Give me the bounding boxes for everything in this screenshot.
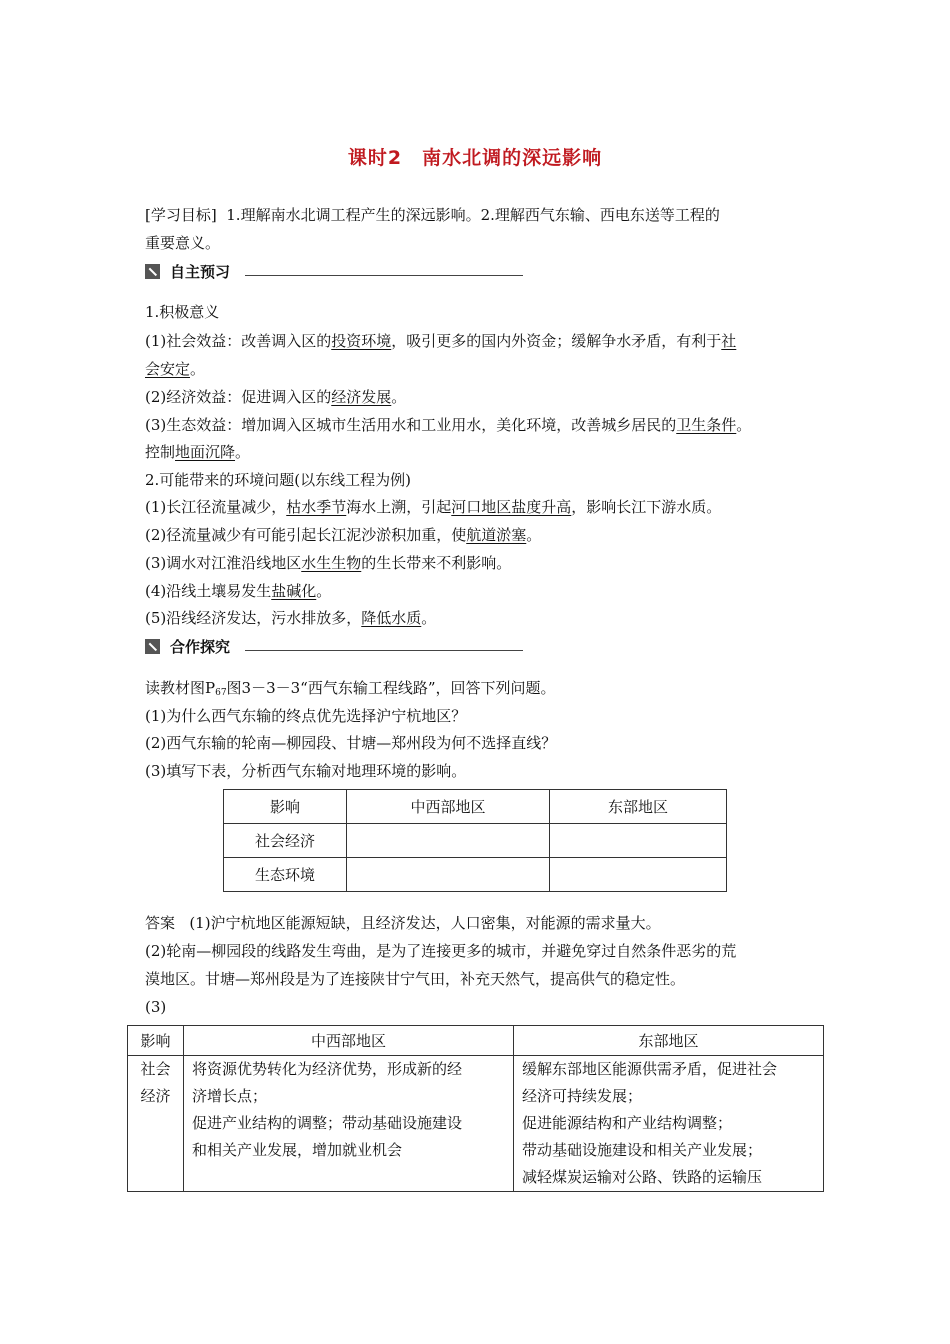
table-header: 中西部地区 — [184, 1026, 514, 1056]
section-preview-header: 自主预习 — [145, 261, 230, 281]
preview-item: (3)生态效益：增加调入区城市生活用水和工业用水，美化环境，改善城乡居民的卫生条件。 — [145, 416, 752, 434]
preview-item-cont: 会安定。 — [145, 360, 206, 378]
preview-heading-1: 1.积极意义 — [145, 303, 220, 321]
answer-3: (3) — [145, 998, 167, 1016]
blank-cell[interactable] — [347, 824, 550, 858]
blank-cell[interactable] — [550, 824, 727, 858]
answer-table — [127, 1025, 824, 1192]
section-marker-icon — [145, 264, 160, 279]
page-title: 课时2 南水北调的深远影响 — [347, 147, 603, 169]
preview-item: (3)调水对江淮沿线地区水生生物的生长带来不利影响。 — [145, 554, 512, 572]
preview-item: (4)沿线土壤易发生盐碱化。 — [145, 582, 332, 600]
answer-1: 答案 (1)沪宁杭地区能源短缺，且经济发达，人口密集，对能源的需求量大。 — [145, 914, 661, 932]
answer-2: (2)轮南—柳园段的线路发生弯曲，是为了连接更多的城市，并避免穿过自然条件恶劣的荒 — [145, 942, 737, 960]
table-header: 东部地区 — [514, 1026, 824, 1056]
preview-item: (2)径流量减少有可能引起长江泥沙淤积加重，使航道淤塞。 — [145, 526, 542, 544]
table-row-label: 社会经济 — [224, 824, 347, 858]
blank-cell[interactable] — [347, 858, 550, 892]
table-header: 东部地区 — [550, 790, 727, 824]
blank-cell[interactable] — [550, 858, 727, 892]
explore-question: (3)填写下表，分析西气东输对地理环境的影响。 — [145, 762, 467, 780]
table-header: 影响 — [224, 790, 347, 824]
table-cell-east: 缓解东部地区能源供需矛盾，促进社会 经济可持续发展； 促进能源结构和产业结构调整； 带动基础设施建设和相关产业发展； 减轻煤炭运输对公路、铁路的运输压 — [514, 1056, 824, 1192]
blank-table — [223, 789, 727, 892]
table-row-label: 社会 经济 — [128, 1056, 184, 1192]
explore-intro: 读教材图$P_{67}$图3－3－3“西气东输工程线路”，回答下列问题。 — [145, 679, 556, 698]
section-rule — [245, 650, 523, 651]
learning-objective-cont: 重要意义。 — [145, 234, 221, 252]
preview-item: (1)长江径流量减少，枯水季节海水上溯，引起河口地区盐度升高，影响长江下游水质。 — [145, 498, 722, 516]
learning-objective: [学习目标] 1.理解南水北调工程产生的深远影响。2.理解西气东输、西电东送等工程的 — [145, 206, 720, 224]
explore-question: (1)为什么西气东输的终点优先选择沪宁杭地区？ — [145, 707, 467, 725]
explore-question: (2)西气东输的轮南—柳园段、甘塘—郑州段为何不选择直线？ — [145, 734, 557, 752]
preview-item-cont: 控制地面沉降。 — [145, 443, 251, 461]
preview-item: (2)经济效益：促进调入区的经济发展。 — [145, 388, 407, 406]
table-row-label: 生态环境 — [224, 858, 347, 892]
preview-heading-2: 2.可能带来的环境问题(以东线工程为例) — [145, 471, 412, 489]
section-rule — [245, 275, 523, 276]
preview-item: (1)社会效益：改善调入区的投资环境，吸引更多的国内外资金；缓解争水矛盾，有利于社 — [145, 332, 737, 350]
table-header: 中西部地区 — [347, 790, 550, 824]
section-explore-header: 合作探究 — [145, 636, 230, 656]
table-cell-west: 将资源优势转化为经济优势，形成新的经 济增长点； 促进产业结构的调整；带动基础设施建设 和相关产业发展，增加就业机会 — [184, 1056, 514, 1192]
section-marker-icon — [145, 639, 160, 654]
table-header: 影响 — [128, 1026, 184, 1056]
preview-item: (5)沿线经济发达，污水排放多，降低水质。 — [145, 609, 437, 627]
answer-2-cont: 漠地区。甘塘—郑州段是为了连接陕甘宁气田，补充天然气，提高供气的稳定性。 — [145, 970, 686, 988]
